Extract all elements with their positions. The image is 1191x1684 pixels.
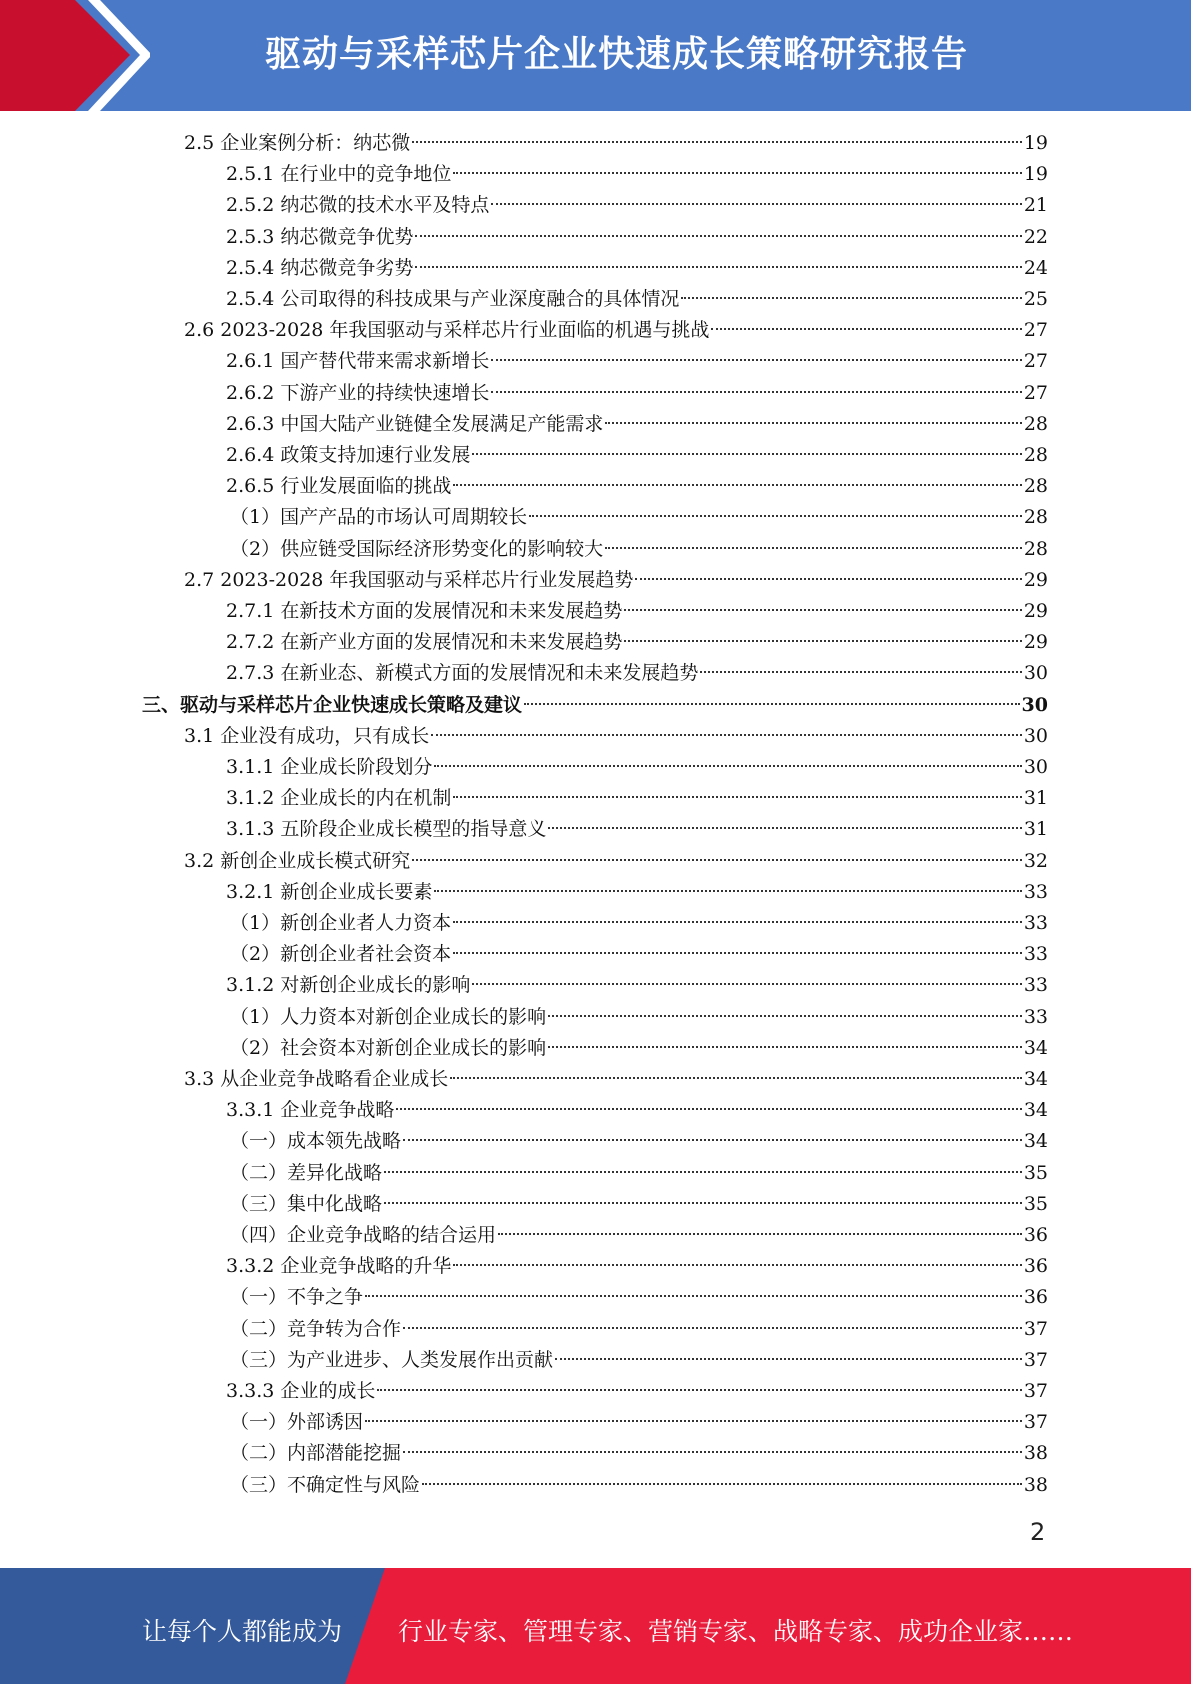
toc-entry-page: 27 [1023,319,1048,341]
footer-slogan-right: 行业专家、管理专家、营销专家、战略专家、成功企业家…… [398,1617,1074,1646]
toc-entry-page: 30 [1023,662,1048,684]
toc-entry-page: 28 [1023,475,1048,497]
toc-entry[interactable] [230,1345,1048,1376]
toc-leader-dots [491,391,1021,393]
toc-entry-label: 3.3.2 企业竞争战略的升华 [226,1255,452,1277]
toc-leader-dots [431,734,1022,736]
toc-entry[interactable] [226,596,1048,627]
toc-entry-page: 29 [1023,631,1048,653]
toc-entry-label: （1）国产产品的市场认可周期较长 [230,506,528,528]
toc-leader-dots [711,328,1021,330]
toc-entry-label: （1）新创企业者人力资本 [230,912,452,934]
toc-entry-label: 3.1.2 企业成长的内在机制 [226,787,452,809]
toc-entry-page: 34 [1023,1130,1048,1152]
toc-entry[interactable] [226,970,1048,1001]
toc-entry-label: 2.6.1 国产替代带来需求新增长 [226,350,490,372]
toc-leader-dots [472,983,1021,985]
toc-entry[interactable] [226,1095,1048,1126]
toc-entry[interactable] [230,1158,1048,1189]
toc-entry-page: 31 [1023,818,1048,840]
toc-entry-page: 33 [1023,881,1048,903]
toc-entry-label: 2.6.2 下游产业的持续快速增长 [226,382,490,404]
toc-entry-page: 19 [1023,132,1048,154]
toc-entry[interactable] [226,627,1048,658]
header-chevron-decoration [0,0,150,111]
toc-leader-dots [498,1233,1022,1235]
toc-entry-label: 3.3.1 企业竞争战略 [226,1099,395,1121]
toc-entry[interactable] [226,658,1048,689]
toc-leader-dots [412,859,1022,861]
toc-leader-dots [548,827,1021,829]
toc-entry[interactable] [230,1282,1048,1313]
toc-entry-label: （二）差异化战略 [230,1162,383,1184]
toc-entry-label: 2.6.3 中国大陆产业链健全发展满足产能需求 [226,413,604,435]
toc-entry-label: 2.7.1 在新技术方面的发展情况和未来发展趋势 [226,600,623,622]
toc-entry-label: （一）外部诱因 [230,1411,364,1433]
toc-entry-label: 2.6 2023-2028 年我国驱动与采样芯片行业面临的机遇与挑战 [184,319,710,341]
toc-entry[interactable] [184,128,1048,159]
toc-entry-label: 2.5.4 纳芯微竞争劣势 [226,257,414,279]
report-title: 驱动与采样芯片企业快速成长策略研究报告 [265,34,969,75]
toc-entry[interactable] [226,190,1048,221]
toc-leader-dots [412,141,1022,143]
toc-entry[interactable] [230,1189,1048,1220]
toc-leader-dots [700,671,1021,673]
toc-entry-label: 3.3 从企业竞争战略看企业成长 [184,1068,449,1090]
toc-entry-page: 36 [1023,1255,1048,1277]
toc-entry-label: 2.7 2023-2028 年我国驱动与采样芯片行业发展趋势 [184,569,634,591]
toc-leader-dots [624,640,1021,642]
toc-entry-page: 22 [1023,226,1048,248]
toc-leader-dots [365,1420,1022,1422]
toc-entry[interactable] [226,752,1048,783]
toc-leader-dots [453,172,1021,174]
toc-leader-dots [415,235,1021,237]
toc-entry-page: 28 [1023,444,1048,466]
toc-leader-dots [434,890,1021,892]
toc-entry[interactable] [226,440,1048,471]
toc-entry-label: 2.7.3 在新业态、新模式方面的发展情况和未来发展趋势 [226,662,699,684]
toc-entry[interactable] [230,1407,1048,1438]
toc-entry-page: 29 [1023,600,1048,622]
toc-leader-dots [524,703,1020,705]
toc-entry-label: 3.1 企业没有成功，只有成长 [184,725,430,747]
toc-entry[interactable] [184,315,1048,346]
toc-entry-page: 33 [1023,912,1048,934]
toc-leader-dots [434,765,1021,767]
toc-entry-label: （三）为产业进步、人类发展作出贡献 [230,1349,554,1371]
toc-entry-label: （二）竞争转为合作 [230,1318,402,1340]
toc-entry[interactable] [226,877,1048,908]
toc-entry[interactable] [226,284,1048,315]
toc-entry-page: 29 [1023,569,1048,591]
toc-entry-page: 34 [1023,1068,1048,1090]
toc-leader-dots [384,1171,1022,1173]
toc-entry-page: 24 [1023,257,1048,279]
toc-leader-dots [681,297,1021,299]
toc-entry-label: （三）不确定性与风险 [230,1474,421,1496]
toc-entry[interactable] [184,1064,1048,1095]
toc-leader-dots [422,1483,1022,1485]
toc-entry-label: （2）社会资本对新创企业成长的影响 [230,1037,547,1059]
toc-entry-page: 28 [1023,506,1048,528]
toc-entry-label: 3.3.3 企业的成长 [226,1380,376,1402]
toc-leader-dots [635,578,1021,580]
toc-entry[interactable] [230,1470,1048,1501]
toc-leader-dots [453,484,1021,486]
toc-leader-dots [605,547,1022,549]
toc-entry[interactable] [226,253,1048,284]
toc-entry[interactable] [226,1376,1048,1407]
page-number: 2 [1030,1518,1046,1546]
toc-leader-dots [403,1327,1022,1329]
toc-entry-label: （1）人力资本对新创企业成长的影响 [230,1006,547,1028]
page-footer [0,1568,1191,1684]
toc-entry-label: 3.2 新创企业成长模式研究 [184,850,411,872]
toc-entry[interactable] [226,783,1048,814]
toc-leader-dots [453,1264,1021,1266]
toc-leader-dots [624,609,1021,611]
toc-entry-label: 2.5.2 纳芯微的技术水平及特点 [226,194,490,216]
toc-entry-page: 31 [1023,787,1048,809]
toc-entry-page: 38 [1023,1474,1048,1496]
toc-entry-page: 33 [1023,1006,1048,1028]
toc-entry-label: （2）供应链受国际经济形势变化的影响较大 [230,538,604,560]
toc-leader-dots [453,921,1022,923]
toc-entry-label: 2.5.4 公司取得的科技成果与产业深度融合的具体情况 [226,288,680,310]
toc-entry-label: 三、驱动与采样芯片企业快速成长策略及建议 [142,694,523,716]
toc-leader-dots [415,266,1021,268]
toc-entry-page: 37 [1023,1349,1048,1371]
toc-leader-dots [403,1451,1022,1453]
toc-entry[interactable] [230,502,1048,533]
toc-entry-label: （二）内部潜能挖掘 [230,1442,402,1464]
toc-leader-dots [605,422,1021,424]
toc-entry[interactable] [226,159,1048,190]
toc-entry[interactable] [226,471,1048,502]
toc-entry[interactable] [226,346,1048,377]
toc-entry[interactable] [230,1033,1048,1064]
toc-leader-dots [529,515,1022,517]
toc-entry[interactable] [226,409,1048,440]
toc-entry-page: 30 [1023,725,1048,747]
toc-leader-dots [548,1015,1022,1017]
toc-leader-dots [491,359,1021,361]
toc-entry-page: 27 [1023,350,1048,372]
toc-entry-page: 35 [1023,1162,1048,1184]
toc-leader-dots [450,1077,1022,1079]
toc-entry-page: 36 [1023,1286,1048,1308]
page-header [0,0,1191,111]
toc-entry[interactable] [230,534,1048,565]
toc-entry-label: （四）企业竞争战略的结合运用 [230,1224,497,1246]
toc-leader-dots [472,453,1021,455]
toc-entry[interactable] [230,1314,1048,1345]
toc-entry[interactable] [184,846,1048,877]
toc-leader-dots [377,1389,1021,1391]
toc-entry-label: （三）集中化战略 [230,1193,383,1215]
footer-slogan-left: 让每个人都能成为 [142,1617,343,1646]
toc-entry[interactable] [226,222,1048,253]
toc-entry-label: 3.1.3 五阶段企业成长模型的指导意义 [226,818,547,840]
toc-entry-page: 36 [1023,1224,1048,1246]
toc-leader-dots [453,796,1021,798]
toc-entry-page: 37 [1023,1380,1048,1402]
toc-entry-page: 37 [1023,1318,1048,1340]
toc-leader-dots [365,1295,1022,1297]
toc-entry[interactable] [230,1002,1048,1033]
toc-leader-dots [396,1108,1021,1110]
toc-entry-page: 30 [1021,694,1048,716]
toc-entry-page: 34 [1023,1037,1048,1059]
toc-entry-page: 28 [1023,413,1048,435]
toc-entry-page: 33 [1023,974,1048,996]
toc-entry-page: 32 [1023,850,1048,872]
toc-entry-label: （一）成本领先战略 [230,1130,402,1152]
toc-entry-page: 21 [1023,194,1048,216]
toc-entry[interactable] [226,1251,1048,1282]
toc-entry-page: 25 [1023,288,1048,310]
toc-entry[interactable] [230,939,1048,970]
toc-entry-label: （2）新创企业者社会资本 [230,943,452,965]
toc-entry-page: 30 [1023,756,1048,778]
toc-entry[interactable] [184,721,1048,752]
toc-entry-label: 2.6.5 行业发展面临的挑战 [226,475,452,497]
toc-entry[interactable] [142,690,1048,721]
toc-entry-page: 35 [1023,1193,1048,1215]
toc-leader-dots [491,203,1021,205]
toc-leader-dots [548,1046,1022,1048]
toc-entry[interactable] [226,378,1048,409]
toc-entry-page: 28 [1023,538,1048,560]
toc-entry[interactable] [230,1126,1048,1157]
toc-entry[interactable] [184,565,1048,596]
toc-entry-page: 27 [1023,382,1048,404]
toc-entry-label: （一）不争之争 [230,1286,364,1308]
toc-entry-label: 2.5.3 纳芯微竞争优势 [226,226,414,248]
toc-entry-page: 19 [1023,163,1048,185]
toc-entry-page: 34 [1023,1099,1048,1121]
toc-leader-dots [403,1139,1022,1141]
toc-entry-label: 2.7.2 在新产业方面的发展情况和未来发展趋势 [226,631,623,653]
toc-entry-page: 37 [1023,1411,1048,1433]
toc-leader-dots [384,1202,1022,1204]
toc-entry[interactable] [230,908,1048,939]
toc-leader-dots [555,1358,1022,1360]
toc-entry-label: 2.5.1 在行业中的竞争地位 [226,163,452,185]
toc-entry[interactable] [230,1220,1048,1251]
toc-entry-label: 2.5 企业案例分析：纳芯微 [184,132,411,154]
toc-entry[interactable] [226,814,1048,845]
toc-entry-label: 3.2.1 新创企业成长要素 [226,881,433,903]
toc-entry-label: 2.6.4 政策支持加速行业发展 [226,444,471,466]
toc-leader-dots [453,952,1022,954]
toc-entry-label: 3.1.1 企业成长阶段划分 [226,756,433,778]
toc-entry[interactable] [230,1438,1048,1469]
toc-entry-page: 33 [1023,943,1048,965]
toc-entry-label: 3.1.2 对新创企业成长的影响 [226,974,471,996]
toc-entry-page: 38 [1023,1442,1048,1464]
